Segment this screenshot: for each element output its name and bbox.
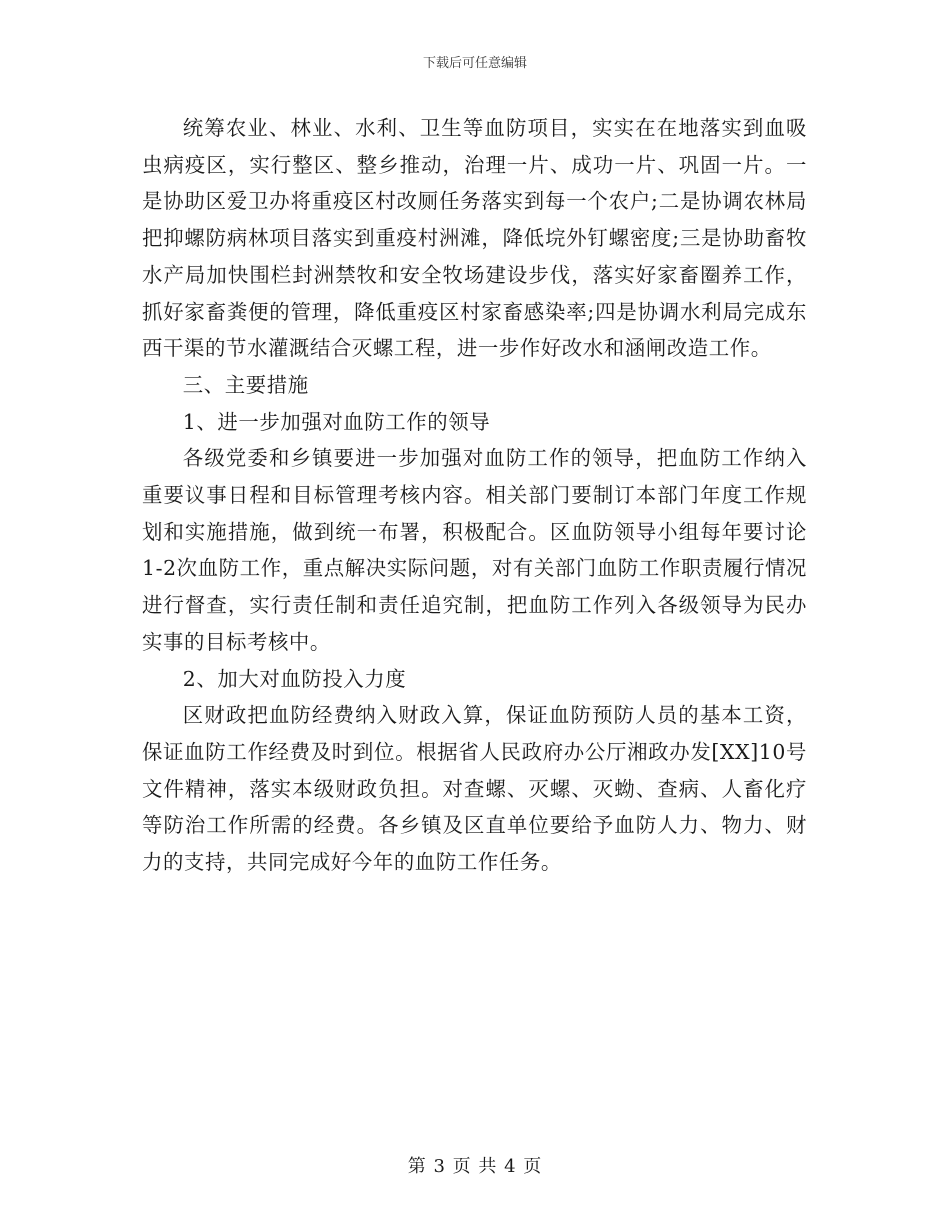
subheading-increase-investment: 2、加大对血防投入力度 (182, 666, 407, 691)
document-body (142, 110, 807, 881)
paragraph-leadership: 各级党委和乡镇要进一步加强对血防工作的领导，把血防工作纳入重要议事日程和目标管理考核内容。相关部门要制订本部门年度工作规划和实施措施，做到统一布署，积极配合。区血防领导小组每年要讨论1-2次血防工作，重点解决实际问题，对有关部门血防工作职责履行情况进行督查，实行责任制和责任追究制，把血防工作列入各级领导为民办实事的目标考核中。 (142, 446, 807, 654)
paragraph-project-coordination: 统筹农业、林业、水利、卫生等血防项目，实实在在地落实到血吸虫病疫区，实行整区、整乡推动，治理一片、成功一片、巩固一片。一是协助区爱卫办将重疫区村改厕任务落实到每一个农户;二是协调农林局把抑螺防病林项目落实到重疫村洲滩，降低垸外钉螺密度;三是协助畜牧水产局加快围栏封洲禁牧和安全牧场建设步伐，落实好家畜圈养工作，抓好家畜粪便的管理，降低重疫区村家畜感染率;四是协调水利局完成东西干渠的节水灌溉结合灭螺工程，进一步作好改水和涵闸改造工作。 (142, 116, 807, 361)
section-heading-main-measures: 三、主要措施 (182, 372, 309, 397)
subheading-strengthen-leadership: 1、进一步加强对血防工作的领导 (182, 409, 491, 434)
page-header-note: 下载后可任意编辑 (422, 56, 527, 71)
paragraph-investment: 区财政把血防经费纳入财政入算，保证血防预防人员的基本工资，保证血防工作经费及时到位。根据省人民政府办公厅湘政办发[XX]10号文件精神，落实本级财政负担。对查螺、灭螺、灭蚴、查病、人畜化疗等防治工作所需的经费。各乡镇及区直单位要给予血防人力、物力、财力的支持，共同完成好今年的血防工作任务。 (142, 703, 807, 875)
page-number: 第 3 页 共 4 页 (407, 1156, 543, 1177)
